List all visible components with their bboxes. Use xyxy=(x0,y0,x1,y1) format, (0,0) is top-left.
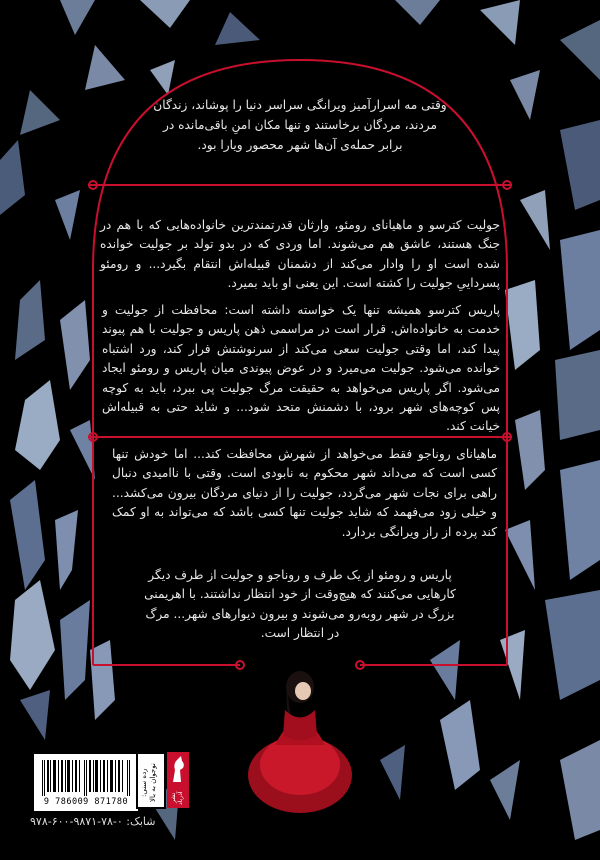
isbn-text: شابک: ۰-۷۸-۹۸۷۱-۶۰۰-۹۷۸ xyxy=(30,815,156,828)
age-rating-box xyxy=(136,752,166,809)
girl-in-red-dress-illustration xyxy=(245,635,355,815)
blurb-paragraph-ending: پاریس و رومئو از یک طرف و روناجو و جولیت از طرف دیگر کارهایی می‌کنند که هیچ‌وقت از خود انتظار نداشتند. با اهریمنی بزرگ در شهر روبه‌رو می‌شوند و بیرون دیوارهای شهر... مرگ در انتظار است. xyxy=(144,568,456,641)
barcode xyxy=(32,752,140,813)
publisher-name: نشر آذرباد xyxy=(170,791,184,805)
age-rating-label: رده سنی: نوجوان به بالا xyxy=(140,763,157,803)
publisher-logo xyxy=(167,752,189,808)
blurb-paragraph-juliet: جولیت کترسو و ماهیانای رومئو، وارثان قدرتمندترین خانواده‌هایی که با هم در جنگ هستند، عاشق هم می‌شوند. اما وردی که در بدو تولد بر جولیت خوانده شده است او را وادار می‌کند از دشمنان قبیله‌اش انتقام بگیرد... و رومئو پسرداییِ جولیت را کشته است. این یعنی او باید بمیرد. xyxy=(100,218,500,291)
barcode-bars xyxy=(40,760,132,796)
blurb-paragraph-intro: وقتی مه اسرارآمیز ویرانگی سراسر دنیا را پوشاند، زندگان مردند، مردگان برخاستند و تنها مکان امنِ باقی‌مانده در برابر حمله‌ی آن‌ها شهر محصور ویارا بود. xyxy=(153,98,447,152)
blurb-paragraph-runajo: ماهیانای روناجو فقط می‌خواهد از شهرش محافظت کند... اما خودش تنها کسی است که می‌داند شهر محکوم به نابودی است. وقتی با ناامیدی دنبال راهی برای نجات شهر می‌گردد، جولیت را از دنیای مردگان بیرون می‌کشد... و خیلی زود می‌فهمد که شاید جولیت تنها کسی باشد که می‌تواند به او کمک کند پرده از راز ویرانگی بردارد. xyxy=(112,447,497,539)
blurb-paragraph-paris: پاریس کترسو همیشه تنها یک خواسته داشته است: محافظت از جولیت و خدمت به خانواده‌اش. قرار است در مراسمی ذهن پاریس و جولیت با هم پیوند پیدا کند، اما وقتی جولیت سعی می‌کند از سرنوشتش فرار کند، ورد اشتباه خوانده می‌شود. جولیت می‌میرد و در عوض پیوندی میان پاریس و رومئو ایجاد می‌شود. اگر پاریس می‌خواهد به حقیقت مرگ جولیت پی ببرد، باید به کوچه پس کوچه‌های شهر برود، با دشمنش متحد شود... و شاید حتی به قبیله‌اش خیانت کند. xyxy=(102,303,500,434)
publisher-horse-icon xyxy=(167,752,189,786)
barcode-number: 9 786009 871780 xyxy=(43,797,129,807)
